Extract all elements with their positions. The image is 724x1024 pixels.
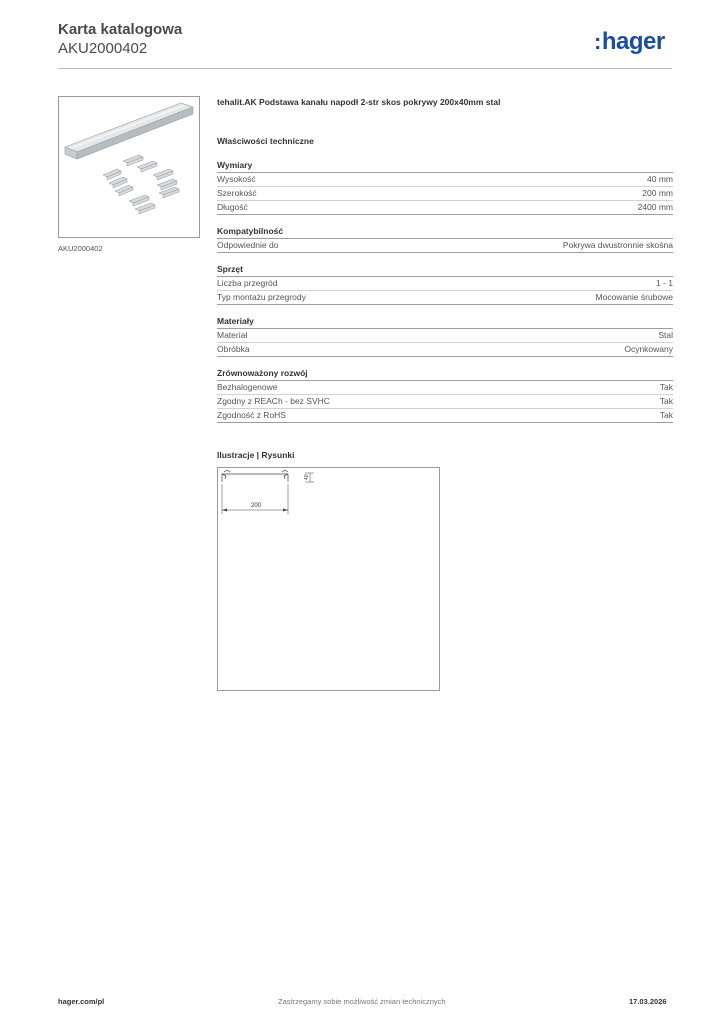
- property-label: Obróbka: [217, 344, 250, 354]
- property-label: Liczba przegród: [217, 278, 278, 288]
- property-row: [217, 381, 673, 395]
- cross-section-drawing: [218, 468, 439, 690]
- section-compatibility: [217, 225, 673, 253]
- property-value: Mocowanie śrubowe: [595, 292, 673, 302]
- illustrations-title: Ilustracje | Rysunki: [217, 450, 295, 460]
- property-label: Szerokość: [217, 188, 257, 198]
- property-row: [217, 173, 673, 187]
- property-row: [217, 187, 673, 201]
- property-row: [217, 329, 673, 343]
- property-value: 2400 mm: [637, 202, 673, 212]
- footer-date: 17.03.2026: [629, 997, 667, 1006]
- footer-website: hager.com/pl: [58, 997, 105, 1006]
- section-materials: [217, 315, 673, 357]
- cable-duct-base-illustration: [59, 97, 199, 237]
- property-label: Zgodny z REACh - bez SVHC: [217, 396, 330, 406]
- property-value: Pokrywa dwustronnie skośna: [562, 240, 673, 250]
- product-description: tehalit.AK Podstawa kanału napodł 2-str skos pokrywy 200x40mm stal: [217, 97, 501, 107]
- property-label: Długość: [217, 202, 248, 212]
- property-value: Stal: [658, 330, 673, 340]
- logo-text: hager: [601, 28, 665, 55]
- property-value: 200 mm: [642, 188, 673, 198]
- property-value: Tak: [659, 410, 673, 420]
- property-value: Tak: [659, 396, 673, 406]
- property-label: Wysokość: [217, 174, 256, 184]
- width-dimension-label: 200: [251, 503, 262, 509]
- section-title: Kompatybilność: [217, 225, 673, 239]
- section-title: Wymiary: [217, 159, 673, 173]
- property-label: Odpowiednie do: [217, 240, 279, 250]
- footer-disclaimer: Zastrzegamy sobie możliwość zmian technicznych: [278, 997, 446, 1006]
- section-title: Materiały: [217, 315, 673, 329]
- image-caption: AKU2000402: [58, 244, 103, 253]
- property-row: [217, 395, 673, 409]
- property-label: Typ montażu przegrody: [217, 292, 306, 302]
- height-dimension-label: 40: [304, 474, 310, 480]
- section-dimensions: [217, 159, 673, 215]
- section-title: Sprzęt: [217, 263, 673, 277]
- technical-properties-title: Właściwości techniczne: [217, 136, 314, 146]
- document-header: [58, 20, 182, 58]
- product-code: AKU2000402: [58, 40, 148, 57]
- property-value: Tak: [659, 382, 673, 392]
- property-label: Materiał: [217, 330, 248, 340]
- technical-drawing: [217, 467, 440, 691]
- property-row: [217, 343, 673, 357]
- property-row: [217, 409, 673, 423]
- property-row: [217, 201, 673, 215]
- property-value: 1 - 1: [655, 278, 673, 288]
- hager-logo: [594, 28, 665, 56]
- document-title: Karta katalogowa: [58, 21, 183, 38]
- property-row: [217, 239, 673, 253]
- property-row: [217, 291, 673, 305]
- section-hardware: [217, 263, 673, 305]
- logo-mark-icon: :: [594, 29, 601, 54]
- property-label: Zgodność z RoHS: [217, 410, 286, 420]
- property-value: Ocynkowany: [624, 344, 673, 354]
- property-label: Bezhalogenowe: [217, 382, 278, 392]
- header-divider: [58, 68, 672, 69]
- product-image: [58, 96, 200, 238]
- section-sustainability: [217, 367, 673, 423]
- property-row: [217, 277, 673, 291]
- section-title: Zrównoważony rozwój: [217, 367, 673, 381]
- product-details: [217, 96, 673, 433]
- property-value: 40 mm: [647, 174, 673, 184]
